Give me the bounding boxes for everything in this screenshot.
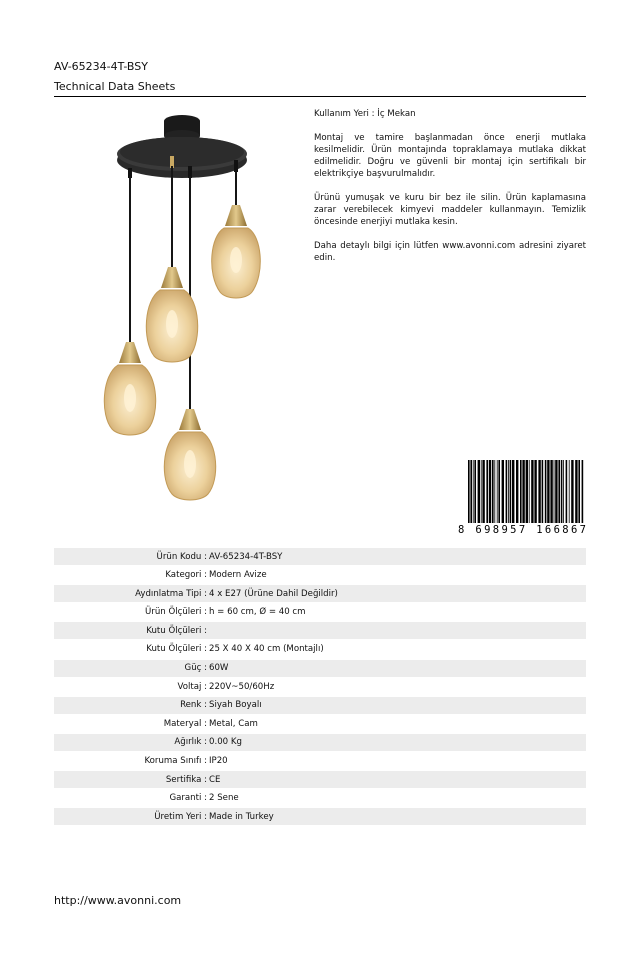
barcode-bar — [575, 460, 577, 524]
footer-url: http://www.avonni.com — [54, 894, 182, 907]
spec-row — [54, 641, 586, 658]
spec-label: Kategori : — [165, 570, 207, 581]
cleaning-note: Ürünü yumuşak ve kuru bir bez ile silin. Ürün kaplamasına zarar verebilecek kimyevi maddeler kullanmayın. Temizlik öncesinde enerjiyi mutlaka kesin. — [314, 193, 586, 227]
barcode-bar — [526, 460, 528, 524]
spec-row — [54, 808, 586, 825]
barcode-bar — [582, 460, 584, 524]
barcode-bar — [555, 460, 557, 524]
spec-label: Güç : — [184, 663, 207, 674]
spec-label: Kutu Ölçüleri : — [146, 644, 207, 655]
spec-label: Kutu Ölçüleri : — [146, 625, 207, 636]
barcode-bar — [486, 460, 488, 524]
spec-label: Ürün Ölçüleri : — [145, 607, 207, 618]
barcode-bar — [481, 460, 482, 524]
barcode-bar — [578, 460, 580, 524]
spec-row — [54, 585, 586, 602]
barcode-bar — [522, 460, 524, 524]
barcode-bar — [516, 460, 518, 524]
barcode-bar — [545, 460, 547, 524]
spec-label: Voltaj : — [177, 681, 207, 692]
barcode-bar — [494, 460, 495, 524]
spec-value: 220V~50/60Hz — [209, 681, 275, 692]
spec-row — [54, 771, 586, 788]
spec-label: Materyal : — [163, 718, 207, 729]
spec-label: Koruma Sınıfı : — [144, 756, 207, 767]
spec-row — [54, 790, 586, 807]
barcode-bar — [492, 460, 494, 524]
spec-value: 4 x E27 (Ürüne Dahil Değildir) — [209, 588, 338, 599]
spec-table — [54, 548, 586, 827]
spec-row — [54, 604, 586, 621]
barcode-bar — [468, 460, 470, 524]
spec-row — [54, 715, 586, 732]
spec-value: AV-65234-4T-BSY — [209, 551, 283, 562]
barcode-bar — [531, 460, 533, 524]
barcode-bar — [529, 460, 530, 524]
spec-label: Sertifika : — [165, 774, 207, 785]
barcode-bar — [563, 460, 564, 524]
barcode-bar — [561, 460, 563, 524]
spec-label: Renk : — [180, 700, 207, 711]
barcode-bars — [468, 460, 583, 524]
barcode-bar — [502, 460, 504, 524]
spec-label: Ağırlık : — [174, 737, 207, 748]
spec-value: 2 Sene — [209, 793, 239, 804]
spec-label: Üretim Yeri : — [154, 811, 207, 822]
barcode-bar — [497, 460, 498, 524]
spec-value: 25 X 40 X 40 cm (Montajlı) — [209, 644, 324, 655]
barcode-bar — [520, 460, 522, 524]
spec-value: Siyah Boyalı — [209, 700, 262, 711]
spec-row — [54, 697, 586, 714]
spec-row — [54, 548, 586, 565]
spec-row — [54, 622, 586, 639]
spec-row — [54, 734, 586, 751]
spec-value: Made in Turkey — [209, 811, 274, 822]
barcode-bar — [478, 460, 480, 524]
barcode-bar — [498, 460, 500, 524]
barcode-bar — [558, 460, 560, 524]
barcode-bar — [512, 460, 514, 524]
spec-row — [54, 753, 586, 770]
barcode-bar — [566, 460, 568, 524]
barcode-bar — [506, 460, 508, 524]
spec-value: 0.00 Kg — [209, 737, 242, 748]
barcode-bar — [510, 460, 512, 524]
usage-location: Kullanım Yeri : İç Mekan — [314, 109, 416, 119]
product-code-title: AV-65234-4T-BSY — [54, 60, 148, 73]
spec-row — [54, 678, 586, 695]
barcode-bar — [508, 460, 509, 524]
barcode-bar — [538, 460, 540, 524]
barcode-bar — [571, 460, 573, 524]
spec-value: 60W — [209, 663, 229, 674]
document-subtitle: Technical Data Sheets — [54, 80, 176, 93]
spec-row — [54, 567, 586, 584]
spec-value: IP20 — [209, 756, 228, 767]
website-note: Daha detaylı bilgi için lütfen www.avonni.com adresini ziyaret edin. — [314, 241, 586, 263]
barcode-bar — [569, 460, 570, 524]
spec-value: CE — [209, 774, 221, 785]
product-info-text — [314, 108, 586, 276]
safety-note: Montaj ve tamire başlanmadan önce enerji mutlaka kesilmelidir. Ürün montajında topraklamaya mutlaka dikkat edilmelidir. Doğru ve güvenli bir montaj için sertifikalı bir elektrikçiye başvurulmalıdır. — [314, 133, 586, 179]
barcode-bar — [547, 460, 549, 524]
chandelier-product-image — [54, 104, 304, 514]
spec-value: Modern Avize — [209, 570, 267, 581]
spec-value: Metal, Cam — [209, 718, 258, 729]
spec-label: Aydınlatma Tipi : — [135, 588, 207, 599]
barcode-bar — [534, 460, 536, 524]
barcode-bar — [489, 460, 491, 524]
spec-label: Ürün Kodu : — [156, 551, 207, 562]
barcode-bar — [542, 460, 544, 524]
barcode-bar — [473, 460, 474, 524]
barcode — [458, 460, 586, 536]
header-divider — [54, 96, 586, 97]
barcode-bar — [470, 460, 472, 524]
spec-row — [54, 660, 586, 677]
barcode-bar — [554, 460, 555, 524]
spec-value: h = 60 cm, Ø = 40 cm — [209, 607, 306, 618]
barcode-bar — [474, 460, 476, 524]
barcode-bar — [550, 460, 552, 524]
barcode-digits: 8 698957 166867 — [458, 524, 586, 536]
barcode-bar — [482, 460, 484, 524]
spec-label: Garanti : — [169, 793, 207, 804]
